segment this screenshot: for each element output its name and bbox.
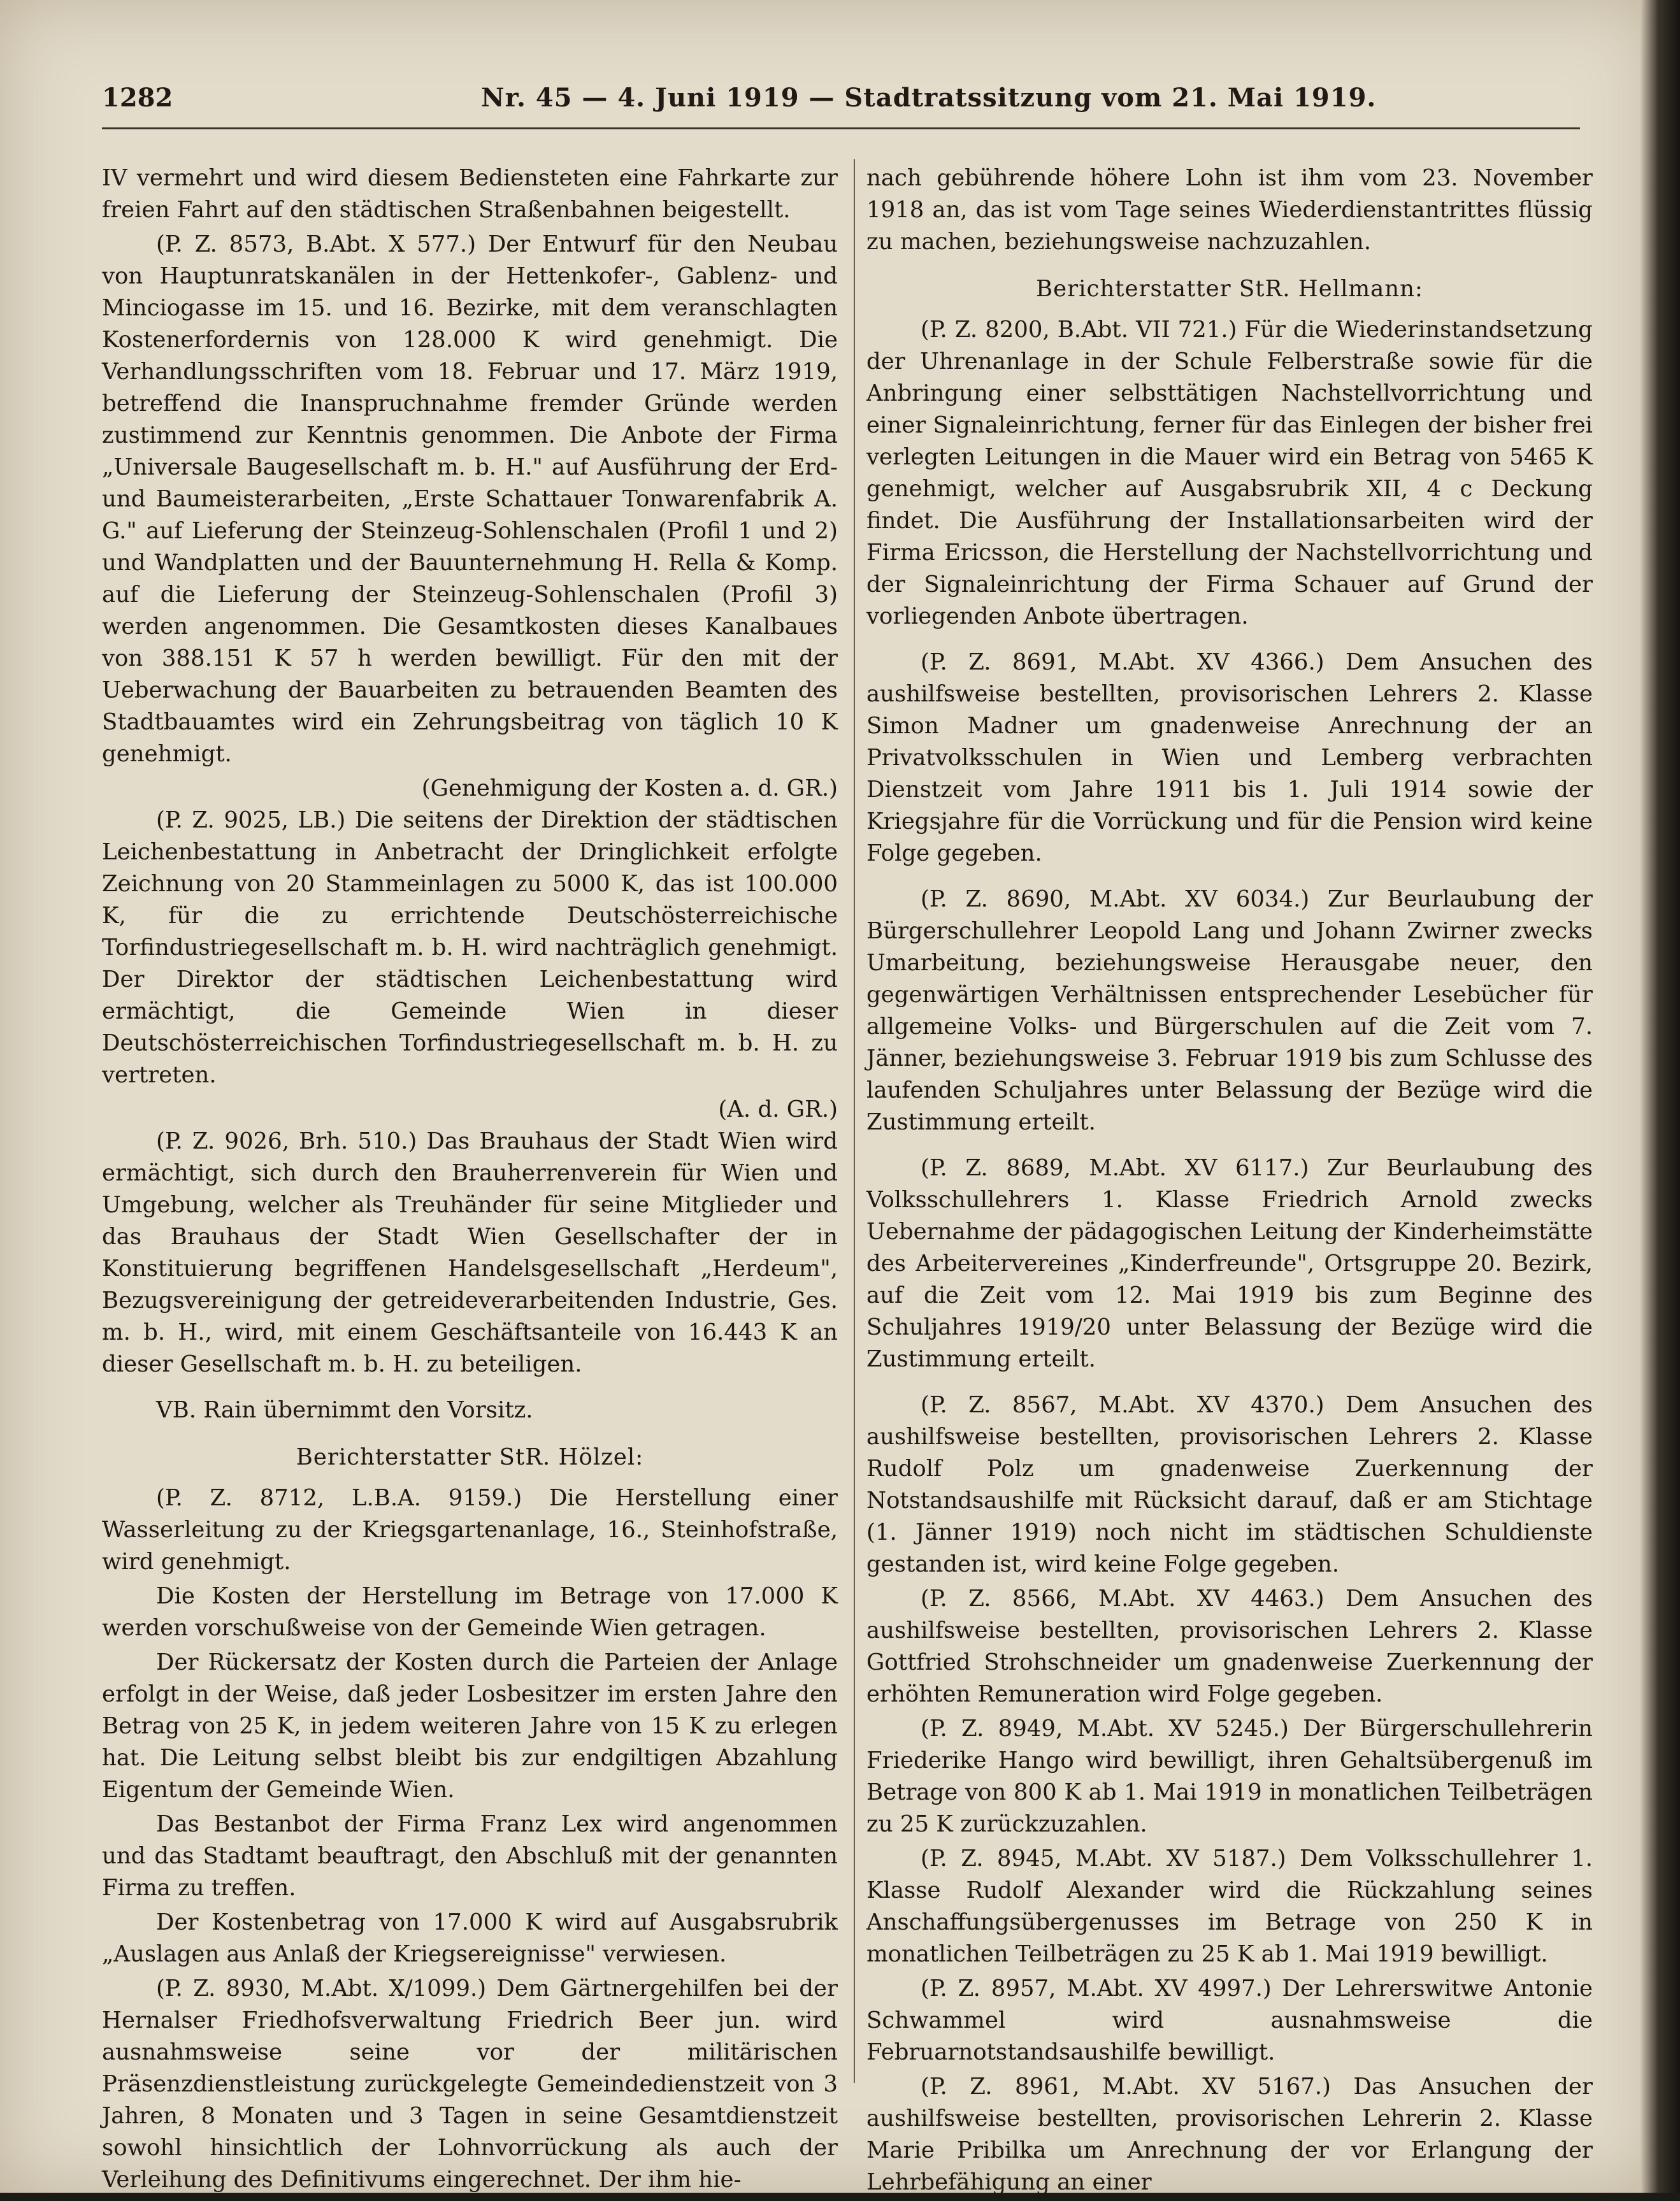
- paragraph: (P. Z. 9025, LB.) Die seitens der Direktion der städtischen Leichenbestattung in Anbetracht der Dringlichkeit erfolgte Zeichnung von 20 Stammeinlagen zu 5000 K, das ist 100.000 K, für die zu errichtende Deutschösterreichische Torfindustriegesellschaft m. b. H. wird nachträglich genehmigt. Der Direktor der städtischen Leichenbestattung wird ermächtigt, die Gemeinde Wien in dieser Deutschösterreichischen Torfindustriegesellschaft m. b. H. zu vertreten.: [102, 807, 838, 1088]
- spacer: [866, 872, 1593, 884]
- reporter-heading: Berichterstatter StR. Hellmann:: [1036, 276, 1423, 302]
- right-column: [866, 162, 1593, 2201]
- page-number: 1282: [102, 83, 173, 113]
- paragraph: nach gebührende höhere Lohn ist ihm vom 23. November 1918 an, das ist vom Tage seines Wiederdienstantrittes flüssig zu machen, beziehungsweise nachzuzahlen.: [866, 165, 1593, 255]
- spacer: [866, 1141, 1593, 1152]
- paragraph: Der Rückersatz der Kosten durch die Parteien der Anlage erfolgt in der Weise, daß jeder Losbesitzer im ersten Jahre den Betrag von 25 K, in jedem weiteren Jahre von 15 K zu erlegen hat. Die Leitung selbst bleibt bis zur endgiltigen Abzahlung Eigentum der Gemeinde Wien.: [102, 1649, 838, 1803]
- paragraph: (P. Z. 8945, M.Abt. XV 5187.) Dem Volksschullehrer 1. Klasse Rudolf Alexander wird die Rückzahlung seines Anschaffungsübergenusses im Betrage von 250 K in monatlichen Teilbeträgen zu 25 K ab 1. Mai 1919 bewilligt.: [866, 1846, 1593, 1967]
- chair-note: VB. Rain übernimmt den Vorsitz.: [156, 1397, 533, 1423]
- paragraph: (P. Z. 8200, B.Abt. VII 721.) Für die Wiederinstandsetzung der Uhrenanlage in der Schule Felberstraße sowie für die Anbringung einer selbsttätigen Nachstellvorrichtung und einer Signaleinrichtung, ferner für das Einlegen der bisher frei verlegten Leitungen in die Mauer wird ein Betrag von 5465 K genehmigt, welcher auf Ausgabsrubrik XII, 4 c Deckung findet. Die Ausführung der Installationsarbeiten wird der Firma Ericsson, die Herstellung der Nachstellvorrichtung und der Signaleinrichtung der Firma Schauer auf Grund der vorliegenden Anbote übertragen.: [866, 317, 1593, 629]
- paragraph: (P. Z. 8573, B.Abt. X 577.) Der Entwurf für den Neubau von Hauptunratskanälen in der Hettenkofer-, Gablenz- und Minciogasse im 15. und 16. Bezirke, mit dem veranschlagten Kostenerfordernis von 128.000 K wird genehmigt. Die Verhandlungsschriften vom 18. Februar und 17. März 1919, betreffend die Inanspruchnahme fremder Gründe werden zustimmend zur Kenntnis genommen. Die Anbote der Firma „Universale Baugesellschaft m. b. H." auf Ausführung der Erd- und Baumeisterarbeiten, „Erste Schattauer Tonwarenfabrik A. G." auf Lieferung der Steinzeug-Sohlenschalen (Profil 1 und 2) und Wandplatten und der Bauunternehmung H. Rella & Komp. auf die Lieferung der Steinzeug-Sohlenschalen (Profil 3) werden angenommen. Die Gesamtkosten dieses Kanalbaues von 388.151 K 57 h werden bewilligt. Für den mit der Ueberwachung der Bauarbeiten zu betrauenden Beamten des Stadtbauamtes wird ein Zehrungsbeitrag von täglich 10 K genehmigt.: [102, 231, 838, 767]
- paragraph: (P. Z. 8689, M.Abt. XV 6117.) Zur Beurlaubung des Volksschullehrers 1. Klasse Friedrich Arnold zwecks Uebernahme der pädagogischen Leitung der Kinderheimstätte des Arbeitervereines „Kinderfreunde", Ortsgruppe 20. Bezirk, auf die Zeit vom 12. Mai 1919 bis zum Beginne des Schuljahres 1919/20 unter Belassung der Bezüge wird die Zustimmung erteilt.: [866, 1155, 1593, 1372]
- paragraph: (P. Z. 9026, Brh. 510.) Das Brauhaus der Stadt Wien wird ermächtigt, sich durch den Brauherrenverein für Wien und Umgebung, welcher als Treuhänder für seine Mitglieder und das Brauhaus der Stadt Wien Gesellschafter der in Konstituierung begriffenen Handelsgesellschaft „Herdeum", Bezugsvereinigung der getreideverarbeitenden Industrie, Ges. m. b. H., wird, mit einem Geschäftsanteile von 16.443 K an dieser Gesellschaft m. b. H. zu beteiligen.: [102, 1128, 838, 1377]
- approval-note: (A. d. GR.): [718, 1096, 838, 1122]
- spacer: [102, 1383, 838, 1394]
- left-column: [102, 162, 838, 2198]
- paragraph: (P. Z. 8690, M.Abt. XV 6034.) Zur Beurlaubung der Bürgerschullehrer Leopold Lang und Johann Zwirner zwecks Umarbeitung, beziehungsweise Herausgabe neuer, den gegenwärtigen Verhältnissen entsprechender Lesebücher für allgemeine Volks- und Bürgerschulen auf die Zeit vom 7. Jänner, beziehungsweise 3. Februar 1919 bis zum Schlusse des laufenden Schuljahres unter Belassung der Bezüge wird die Zustimmung erteilt.: [866, 886, 1593, 1135]
- paragraph: (P. Z. 8691, M.Abt. XV 4366.) Dem Ansuchen des aushilfsweise bestellten, provisorischen Lehrers 2. Klasse Simon Madner um gnadenweise Anrechnung der an Privatvolksschulen in Wien und Lemberg verbrachten Dienstzeit vom Jahre 1911 bis 1. Juli 1914 sowie der Kriegsjahre für die Vorrückung und für die Pension wird keine Folge gegeben.: [866, 649, 1593, 866]
- paragraph: (P. Z. 8567, M.Abt. XV 4370.) Dem Ansuchen des aushilfsweise bestellten, provisorischen Lehrers 2. Klasse Rudolf Polz um gnadenweise Zuerkennung der Notstandsaushilfe mit Rücksicht darauf, daß er am Stichtage (1. Jänner 1919) noch nicht im städtischen Schuldienste gestanden ist, wird keine Folge gegeben.: [866, 1392, 1593, 1577]
- paragraph: (P. Z. 8712, L.B.A. 9159.) Die Herstellung einer Wasserleitung zu der Kriegsgartenanlage, 16., Steinhofstraße, wird genehmigt.: [102, 1485, 838, 1575]
- paragraph: Das Bestanbot der Firma Franz Lex wird angenommen und das Stadtamt beauftragt, den Abschluß mit der genannten Firma zu treffen.: [102, 1811, 838, 1901]
- paragraph: (P. Z. 8566, M.Abt. XV 4463.) Dem Ansuchen des aushilfsweise bestellten, provisorischen Lehrers 2. Klasse Gottfried Strohschneider um gnadenweise Zuerkennung der erhöhten Remuneration wird Folge gegeben.: [866, 1586, 1593, 1707]
- page-edge: [1641, 0, 1680, 2193]
- header-rule: [102, 127, 1580, 129]
- paragraph: Der Kostenbetrag von 17.000 K wird auf Ausgabsrubrik „Auslagen aus Anlaß der Kriegsereignisse" verwiesen.: [102, 1909, 838, 1967]
- paragraph: (P. Z. 8957, M.Abt. XV 4997.) Der Lehrerswitwe Antonie Schwammel wird ausnahmsweise die Februarnotstandsaushilfe bewilligt.: [866, 1975, 1593, 2065]
- reporter-heading: Berichterstatter StR. Hölzel:: [296, 1444, 644, 1470]
- page-header: [102, 83, 1567, 121]
- column-divider: [854, 159, 855, 2083]
- spacer: [866, 635, 1593, 647]
- paragraph: (P. Z. 8949, M.Abt. XV 5245.) Der Bürgerschullehrerin Friederike Hango wird bewilligt, ihren Gehaltsübergenuß im Betrage von 800 K ab 1. Mai 1919 in monatlichen Teilbeträgen zu 25 K zurückzuzahlen.: [866, 1716, 1593, 1837]
- running-title: Nr. 45 — 4. Juni 1919 — Stadtratssitzung vom 21. Mai 1919.: [481, 83, 1377, 113]
- approval-note: (Genehmigung der Kosten a. d. GR.): [421, 775, 838, 801]
- paragraph: (P. Z. 8930, M.Abt. X/1099.) Dem Gärtnergehilfen bei der Hernalser Friedhofsverwaltung Friedrich Beer jun. wird ausnahmsweise seine vor der militärischen Präsenzdienstleistung zurückgelegte Gemeindedienstzeit von 3 Jahren, 8 Monaten und 3 Tagen in seine Gesamtdienstzeit sowohl hinsichtlich der Lohnvorrückung als auch der Verleihung des Definitivums eingerechnet. Der ihm hie-: [102, 1975, 838, 2193]
- paragraph: IV vermehrt und wird diesem Bediensteten eine Fahrkarte zur freien Fahrt auf den städtischen Straßenbahnen beigestellt.: [102, 165, 838, 223]
- spacer: [866, 1378, 1593, 1389]
- paragraph: Die Kosten der Herstellung im Betrage von 17.000 K werden vorschußweise von der Gemeinde Wien getragen.: [102, 1583, 838, 1641]
- paragraph: (P. Z. 8961, M.Abt. XV 5167.) Das Ansuchen der aushilfsweise bestellten, provisorischen Lehrerin 2. Klasse Marie Pribilka um Anrechnung der vor Erlangung der Lehrbefähigung an einer: [866, 2074, 1593, 2195]
